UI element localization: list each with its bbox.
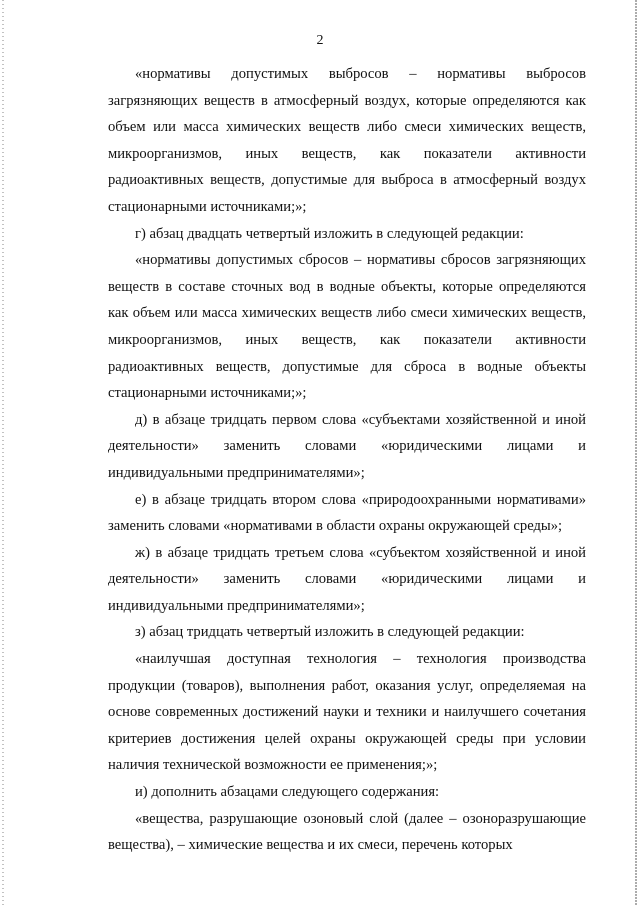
paragraph-ozone-substances: «вещества, разрушающие озоновый слой (далее – озоноразрушающие вещества), – химические вещества и их смеси, перечень которых: [108, 810, 586, 854]
paragraph-item-i: и) дополнить абзацами следующего содержания:: [135, 784, 440, 801]
document-body: [108, 61, 586, 859]
paragraph-item-zh: ж) в абзаце тридцать третьем слова «субъектом хозяйственной и иной деятельности» заменить словами «юридическими лицами и индивидуальными предпринимателями»;: [108, 544, 586, 614]
paragraph-best-technology: «наилучшая доступная технология – технология производства продукции (товаров), выполнения работ, оказания услуг, определяемая на основе современных достижений науки и техники и наилучшего сочетания критериев достижения целей охраны окружающей среды при условии наличия технической возможности ее применения;»;: [108, 651, 586, 774]
scan-edge-left: [2, 0, 4, 905]
page-number: 2: [316, 33, 324, 48]
paragraph-emission-norms: «нормативы допустимых выбросов – нормативы выбросов загрязняющих веществ в атмосферный воздух, которые определяются как объем или масса химических веществ либо смеси химических веществ, микроорганизмов, иных веществ, как показатели активности радиоактивных веществ, допустимые для выброса в атмосферный воздух стационарными источниками;»;: [108, 66, 586, 215]
scan-edge-right: [635, 0, 637, 905]
paragraph-item-z: з) абзац тридцать четвертый изложить в следующей редакции:: [135, 624, 525, 641]
paragraph-item-g: г) абзац двадцать четвертый изложить в следующей редакции:: [135, 225, 524, 242]
paragraph-item-e: е) в абзаце тридцать втором слова «природоохранными нормативами» заменить словами «нормативами в области охраны окружающей среды»;: [108, 491, 586, 535]
paragraph-discharge-norms: «нормативы допустимых сбросов – нормативы сбросов загрязняющих веществ в составе сточных вод в водные объекты, которые определяются как объем или масса химических веществ либо смеси химических веществ, микроорганизмов, иных веществ, как показатели активности радиоактивных веществ, допустимые для сброса в водные объекты стационарными источниками;»;: [108, 252, 586, 402]
paragraph-item-d: д) в абзаце тридцать первом слова «субъектами хозяйственной и иной деятельности» заменить словами «юридическими лицами и индивидуальными предпринимателями»;: [108, 411, 586, 481]
